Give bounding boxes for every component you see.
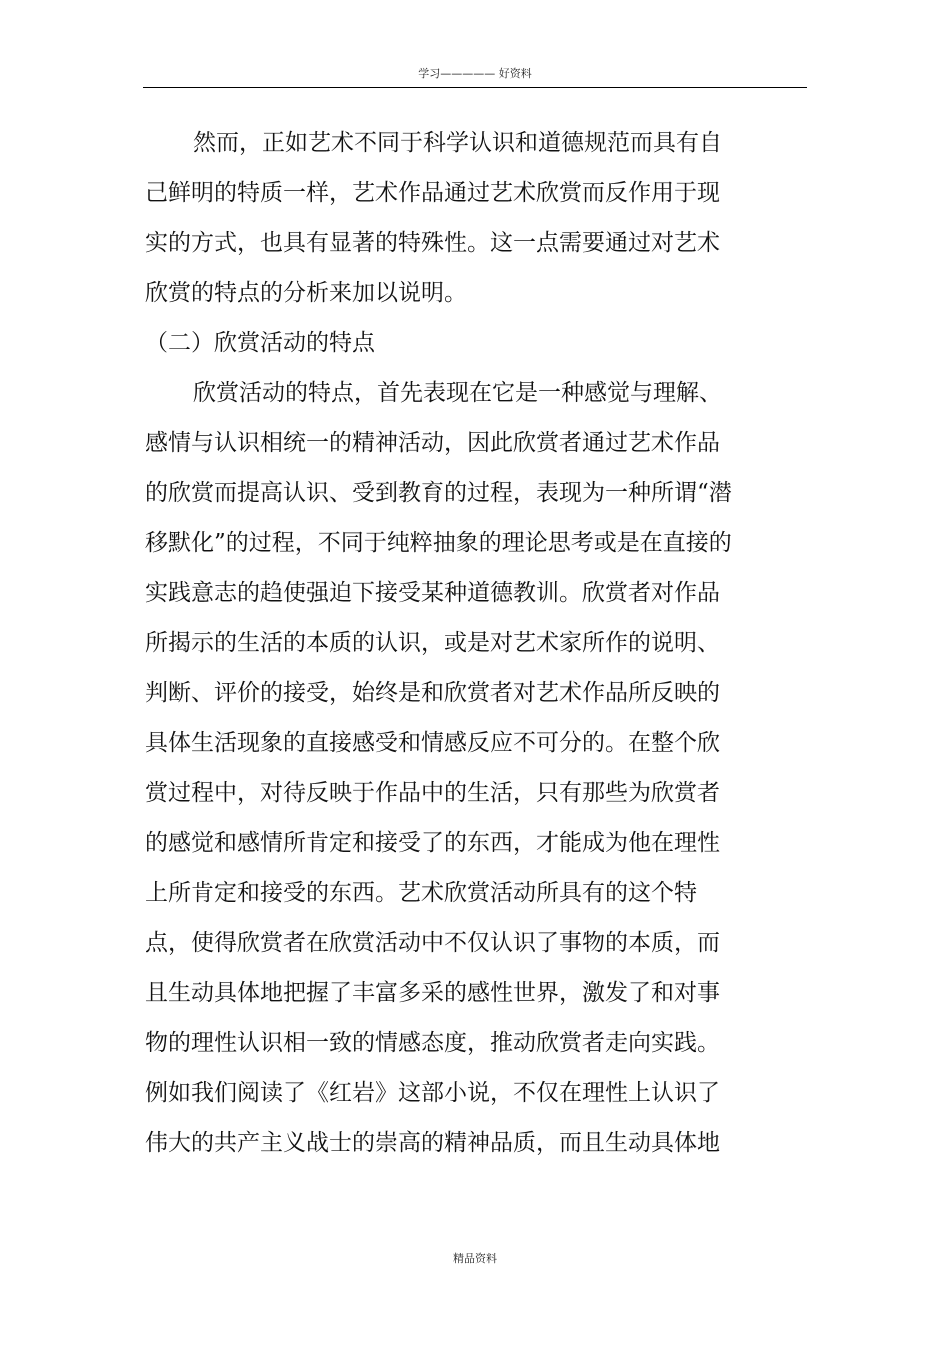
page-footer: 精品资料 <box>453 1252 497 1265</box>
paragraph-2-line-13: 且生动具体地把握了丰富多采的感性世界，激发了和对事 <box>145 980 720 1006</box>
paragraph-2-line-8: 具体生活现象的直接感受和情感反应不可分的。在整个欣 <box>145 730 720 756</box>
paragraph-2-line-6: 所揭示的生活的本质的认识，或是对艺术家所作的说明、 <box>145 630 720 656</box>
paragraph-2-line-12: 点，使得欣赏者在欣赏活动中不仅认识了事物的本质，而 <box>145 930 720 956</box>
paragraph-2-line-14: 物的理性认识相一致的情感态度，推动欣赏者走向实践。 <box>145 1030 720 1056</box>
paragraph-2-line-11: 上所肯定和接受的东西。艺术欣赏活动所具有的这个特 <box>145 880 697 906</box>
section-heading: （二）欣赏活动的特点 <box>145 330 375 356</box>
paragraph-2-line-2: 感情与认识相统一的精神活动，因此欣赏者通过艺术作品 <box>145 430 720 456</box>
paragraph-1-line-4: 欣赏的特点的分析来加以说明。 <box>145 280 467 306</box>
paragraph-2-line-15: 例如我们阅读了《红岩》这部小说，不仅在理性上认识了 <box>145 1080 720 1106</box>
paragraph-1-line-1: 然而，正如艺术不同于科学认识和道德规范而具有自 <box>193 130 722 156</box>
paragraph-2-line-4: 移默化”的过程，不同于纯粹抽象的理论思考或是在直接的 <box>145 530 732 556</box>
paragraph-2-line-7: 判断、评价的接受，始终是和欣赏者对艺术作品所反映的 <box>145 680 720 706</box>
paragraph-2-line-1: 欣赏活动的特点，首先表现在它是一种感觉与理解、 <box>193 380 722 406</box>
paragraph-1-line-3: 实的方式，也具有显著的特殊性。这一点需要通过对艺术 <box>145 230 720 256</box>
paragraph-2-line-9: 赏过程中，对待反映于作品中的生活，只有那些为欣赏者 <box>145 780 720 806</box>
paragraph-2-line-16: 伟大的共产主义战士的崇高的精神品质，而且生动具体地 <box>145 1130 720 1156</box>
page-header: 学习————— 好资料 <box>418 67 532 80</box>
paragraph-2-line-3: 的欣赏而提高认识、受到教育的过程，表现为一种所谓“潜 <box>145 480 732 506</box>
document-body <box>145 118 755 1168</box>
paragraph-1-line-2: 己鲜明的特质一样，艺术作品通过艺术欣赏而反作用于现 <box>145 180 720 206</box>
paragraph-2-line-5: 实践意志的趋使强迫下接受某种道德教训。欣赏者对作品 <box>145 580 720 606</box>
paragraph-2-line-10: 的感觉和感情所肯定和接受了的东西，才能成为他在理性 <box>145 830 720 856</box>
header-divider <box>143 87 807 88</box>
